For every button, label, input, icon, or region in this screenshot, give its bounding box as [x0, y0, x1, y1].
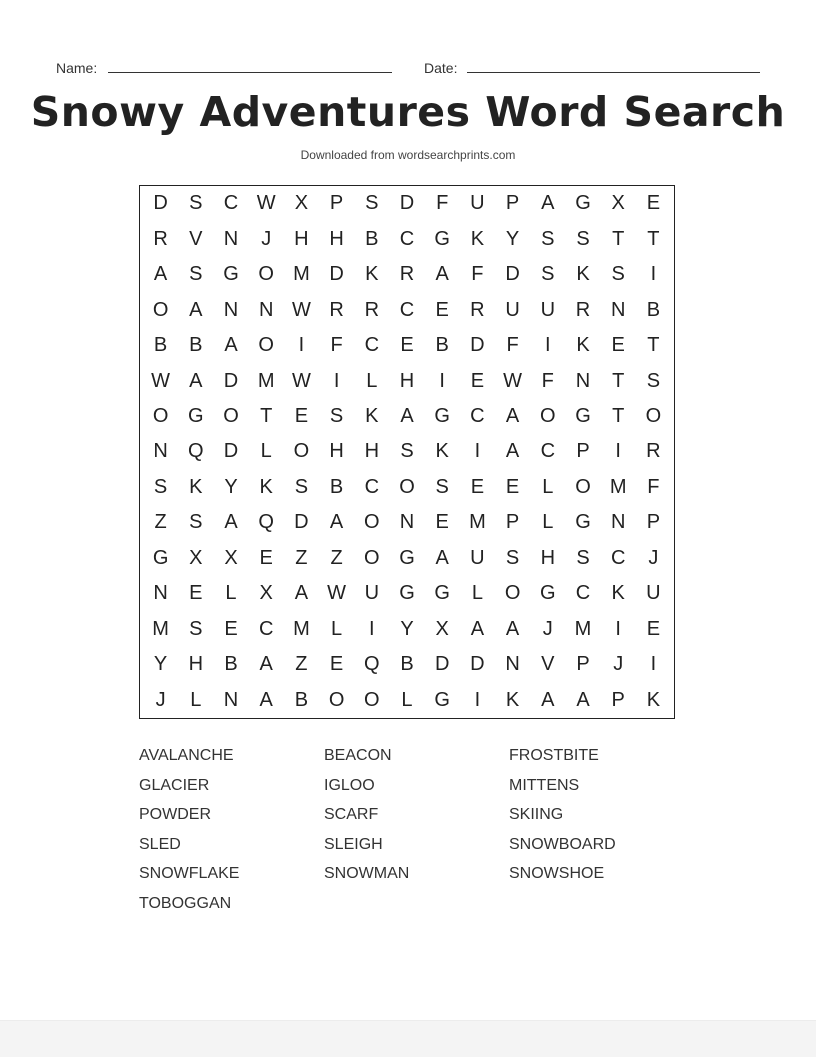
grid-cell[interactable]: G: [434, 227, 450, 250]
grid-cell[interactable]: G: [540, 582, 556, 605]
grid-cell[interactable]: O: [364, 546, 380, 569]
grid-cell[interactable]: W: [327, 582, 347, 605]
grid-cell[interactable]: F: [506, 334, 519, 357]
grid-cell[interactable]: S: [294, 475, 309, 498]
grid-cell[interactable]: G: [223, 263, 239, 286]
grid-cell[interactable]: A: [505, 440, 520, 463]
grid-cell[interactable]: O: [364, 511, 380, 534]
grid-cell[interactable]: H: [294, 227, 309, 250]
date-line[interactable]: [467, 72, 760, 73]
word-item: POWDER: [139, 806, 211, 824]
grid-cell[interactable]: B: [294, 688, 309, 711]
grid-cell[interactable]: I: [474, 688, 481, 711]
grid-cell[interactable]: A: [153, 263, 168, 286]
grid-cell[interactable]: N: [610, 298, 626, 321]
grid-cell[interactable]: Y: [153, 653, 168, 676]
grid-cell[interactable]: J: [155, 688, 166, 711]
grid-cell[interactable]: J: [542, 617, 553, 640]
grid-cell[interactable]: E: [189, 582, 203, 605]
grid-cell[interactable]: A: [189, 298, 203, 321]
grid-cell[interactable]: S: [611, 263, 625, 286]
grid-cell[interactable]: A: [189, 369, 203, 392]
grid-cell[interactable]: B: [400, 653, 414, 676]
grid-cell[interactable]: A: [576, 688, 590, 711]
grid-cell[interactable]: A: [435, 546, 449, 569]
grid-cell[interactable]: L: [331, 617, 343, 640]
word-item: IGLOO: [324, 776, 375, 794]
grid-cell[interactable]: E: [435, 298, 449, 321]
grid-cell[interactable]: P: [329, 192, 344, 215]
grid-cell[interactable]: W: [291, 369, 311, 392]
grid-cell[interactable]: X: [189, 546, 203, 569]
grid-cell[interactable]: X: [435, 617, 449, 640]
grid-cell[interactable]: K: [365, 263, 379, 286]
grid-cell[interactable]: C: [399, 227, 415, 250]
grid-cell[interactable]: O: [223, 405, 239, 428]
grid-cell[interactable]: L: [260, 440, 272, 463]
grid-cell[interactable]: I: [333, 369, 340, 392]
grid-cell[interactable]: O: [399, 475, 415, 498]
grid-cell[interactable]: H: [329, 440, 344, 463]
grid-cell[interactable]: B: [646, 298, 661, 321]
grid-cell[interactable]: D: [399, 192, 415, 215]
grid-cell[interactable]: Y: [224, 475, 238, 498]
grid-cell[interactable]: K: [505, 688, 520, 711]
grid-cell[interactable]: U: [505, 298, 520, 321]
grid-cell[interactable]: J: [613, 653, 624, 676]
grid-cell[interactable]: E: [505, 475, 520, 498]
grid-cell[interactable]: U: [364, 582, 380, 605]
name-label: Name:: [56, 60, 98, 76]
grid-cell[interactable]: N: [223, 688, 239, 711]
grid-cell[interactable]: M: [574, 617, 592, 640]
grid-cell[interactable]: Q: [258, 511, 274, 534]
grid-cell[interactable]: N: [258, 298, 274, 321]
grid-cell[interactable]: S: [400, 440, 414, 463]
grid-cell[interactable]: C: [470, 405, 485, 428]
grid-cell[interactable]: S: [435, 475, 449, 498]
grid-cell[interactable]: J: [261, 227, 272, 250]
grid-cell[interactable]: S: [541, 263, 555, 286]
grid-cell[interactable]: T: [612, 369, 625, 392]
grid-cell[interactable]: Z: [295, 653, 308, 676]
grid-cell[interactable]: U: [470, 546, 485, 569]
grid-cell[interactable]: C: [575, 582, 591, 605]
grid-cell[interactable]: J: [648, 546, 659, 569]
word-item: SNOWMAN: [324, 865, 410, 883]
grid-cell[interactable]: X: [611, 192, 625, 215]
grid-cell[interactable]: E: [470, 369, 485, 392]
source-note: Downloaded from wordsearchprints.com: [300, 148, 516, 162]
grid-cell[interactable]: B: [365, 227, 379, 250]
grid-cell[interactable]: C: [540, 440, 556, 463]
grid-cell[interactable]: M: [293, 263, 310, 286]
grid-cell[interactable]: A: [259, 688, 273, 711]
grid-cell[interactable]: A: [294, 582, 309, 605]
word-item: FROSTBITE: [509, 747, 599, 764]
word-item: TOBOGGAN: [139, 894, 232, 912]
word-search-grid: [139, 185, 675, 719]
grid-cell[interactable]: S: [189, 617, 203, 640]
grid-cell[interactable]: P: [646, 511, 661, 534]
grid-cell[interactable]: D: [294, 511, 309, 534]
grid-cell[interactable]: P: [576, 653, 590, 676]
grid-cell[interactable]: S: [505, 546, 520, 569]
grid-cell[interactable]: C: [223, 192, 239, 215]
grid-cell[interactable]: L: [190, 688, 202, 711]
grid-cell[interactable]: P: [505, 192, 520, 215]
grid-cell[interactable]: N: [399, 511, 415, 534]
grid-cell[interactable]: S: [329, 405, 344, 428]
grid-cell[interactable]: S: [365, 192, 379, 215]
grid-cell[interactable]: D: [434, 653, 450, 676]
grid-cell[interactable]: D: [223, 440, 239, 463]
word-item: SKIING: [509, 806, 564, 824]
grid-cell[interactable]: V: [541, 653, 555, 676]
grid-cell[interactable]: D: [223, 369, 239, 392]
grid-cell[interactable]: S: [576, 227, 590, 250]
grid-cell[interactable]: U: [470, 192, 485, 215]
grid-cell[interactable]: N: [505, 653, 520, 676]
grid-cell[interactable]: C: [610, 546, 626, 569]
grid-cell[interactable]: H: [188, 653, 204, 676]
grid-cell[interactable]: R: [364, 298, 380, 321]
grid-cell[interactable]: B: [189, 334, 203, 357]
grid-cell[interactable]: E: [294, 405, 309, 428]
grid-cell[interactable]: Y: [400, 617, 414, 640]
grid-cell[interactable]: G: [188, 405, 204, 428]
grid-cell[interactable]: Z: [295, 546, 308, 569]
word-list: [139, 746, 694, 914]
grid-cell[interactable]: M: [293, 617, 310, 640]
grid-cell[interactable]: E: [470, 475, 485, 498]
grid-cell[interactable]: H: [364, 440, 380, 463]
grid-cell[interactable]: A: [541, 192, 555, 215]
grid-cell[interactable]: F: [436, 192, 449, 215]
grid-cell[interactable]: E: [435, 511, 449, 534]
grid-cell[interactable]: P: [611, 688, 625, 711]
grid-cell[interactable]: Z: [154, 511, 167, 534]
grid-cell[interactable]: S: [189, 511, 203, 534]
grid-cell[interactable]: B: [435, 334, 449, 357]
grid-cell[interactable]: P: [576, 440, 590, 463]
page-title: Snowy Adventures Word Search: [30, 88, 786, 136]
grid-cell[interactable]: K: [576, 263, 590, 286]
grid-cell[interactable]: G: [575, 511, 591, 534]
grid-cell[interactable]: K: [259, 475, 273, 498]
grid-cell[interactable]: S: [576, 546, 590, 569]
date-label: Date:: [424, 60, 458, 76]
grid-cell[interactable]: A: [224, 334, 238, 357]
grid-cell[interactable]: D: [470, 334, 485, 357]
grid-cell[interactable]: D: [329, 263, 344, 286]
grid-cell[interactable]: O: [328, 688, 345, 711]
grid-cell[interactable]: R: [399, 263, 415, 286]
grid-cell[interactable]: E: [259, 546, 273, 569]
grid-cell[interactable]: A: [400, 405, 414, 428]
grid-cell[interactable]: H: [399, 369, 415, 392]
grid-cell[interactable]: D: [505, 263, 520, 286]
grid-cell[interactable]: A: [329, 511, 344, 534]
grid-cell[interactable]: O: [152, 298, 169, 321]
grid-cell[interactable]: F: [330, 334, 343, 357]
word-item: SNOWSHOE: [509, 865, 605, 883]
name-line[interactable]: [108, 72, 392, 73]
grid-cell[interactable]: S: [189, 192, 203, 215]
grid-cell[interactable]: B: [224, 653, 238, 676]
grid-cell[interactable]: Y: [505, 227, 520, 250]
grid-cell[interactable]: K: [611, 582, 625, 605]
grid-cell[interactable]: C: [364, 475, 380, 498]
grid-cell[interactable]: L: [542, 511, 554, 534]
grid-cell[interactable]: O: [152, 405, 169, 428]
grid-cell[interactable]: I: [615, 440, 621, 463]
grid-cell[interactable]: F: [541, 369, 554, 392]
grid-cell[interactable]: W: [503, 369, 523, 392]
grid-cell[interactable]: R: [470, 298, 485, 321]
grid-cell[interactable]: A: [259, 653, 273, 676]
grid-cell[interactable]: K: [646, 688, 661, 711]
grid-cell[interactable]: A: [541, 688, 555, 711]
grid-cell[interactable]: H: [329, 227, 344, 250]
grid-cell[interactable]: E: [400, 334, 414, 357]
grid-cell[interactable]: C: [258, 617, 274, 640]
word-item: SLEIGH: [324, 835, 383, 853]
grid-cell[interactable]: L: [542, 475, 554, 498]
grid-cell[interactable]: I: [615, 617, 621, 640]
grid-cell[interactable]: M: [257, 369, 275, 392]
grid-cell[interactable]: R: [153, 227, 168, 250]
grid-cell[interactable]: C: [364, 334, 380, 357]
grid-cell[interactable]: T: [612, 227, 625, 250]
grid-cell[interactable]: D: [153, 192, 168, 215]
grid-cell[interactable]: S: [541, 227, 555, 250]
footer-bar: [0, 1020, 816, 1057]
grid-cell[interactable]: N: [153, 582, 168, 605]
grid-cell[interactable]: T: [612, 405, 625, 428]
grid-cell[interactable]: I: [439, 369, 445, 392]
grid-cell[interactable]: G: [434, 405, 450, 428]
grid-cell[interactable]: I: [650, 653, 657, 676]
grid-cell[interactable]: E: [646, 192, 661, 215]
grid-cell[interactable]: R: [646, 440, 661, 463]
grid-cell[interactable]: G: [434, 582, 450, 605]
grid-cell[interactable]: A: [224, 511, 238, 534]
grid-cell[interactable]: T: [647, 334, 660, 357]
grid-cell[interactable]: O: [364, 688, 380, 711]
grid-cell[interactable]: R: [575, 298, 591, 321]
grid-cell[interactable]: E: [611, 334, 625, 357]
grid-cell[interactable]: H: [540, 546, 556, 569]
grid-cell[interactable]: E: [329, 653, 344, 676]
word-item: BEACON: [324, 747, 392, 764]
grid-cell[interactable]: S: [153, 475, 168, 498]
grid-cell[interactable]: K: [470, 227, 485, 250]
grid-cell[interactable]: Z: [330, 546, 343, 569]
grid-cell[interactable]: W: [291, 298, 311, 321]
grid-cell[interactable]: C: [399, 298, 415, 321]
grid-cell[interactable]: B: [329, 475, 344, 498]
grid-cell[interactable]: Q: [188, 440, 204, 463]
grid-cell[interactable]: B: [153, 334, 168, 357]
grid-cell[interactable]: N: [223, 227, 239, 250]
grid-cell[interactable]: N: [575, 369, 591, 392]
grid-cell[interactable]: N: [610, 511, 626, 534]
grid-cell[interactable]: W: [256, 192, 276, 215]
grid-cell[interactable]: W: [151, 369, 171, 392]
grid-cell[interactable]: X: [224, 546, 238, 569]
grid-cell[interactable]: N: [223, 298, 239, 321]
grid-cell[interactable]: L: [401, 688, 413, 711]
grid-cell[interactable]: O: [293, 440, 310, 463]
grid-cell[interactable]: K: [576, 334, 590, 357]
grid-cell[interactable]: O: [504, 582, 521, 605]
grid-cell[interactable]: O: [575, 475, 591, 498]
word-item: GLACIER: [139, 776, 210, 794]
grid-cell[interactable]: S: [189, 263, 203, 286]
grid-cell[interactable]: I: [650, 263, 657, 286]
grid-cell[interactable]: E: [646, 617, 661, 640]
grid-cell[interactable]: M: [469, 511, 486, 534]
word-item: MITTENS: [509, 776, 580, 794]
grid-cell[interactable]: A: [505, 617, 520, 640]
grid-cell[interactable]: F: [647, 475, 660, 498]
word-item: SNOWFLAKE: [139, 865, 240, 883]
grid-cell[interactable]: F: [471, 263, 484, 286]
grid-cell[interactable]: X: [259, 582, 273, 605]
grid-cell[interactable]: I: [298, 334, 305, 357]
grid-cell[interactable]: O: [258, 334, 274, 357]
grid-cell[interactable]: E: [224, 617, 238, 640]
grid-cell[interactable]: G: [434, 688, 450, 711]
grid-cell[interactable]: M: [609, 475, 627, 498]
grid-cell[interactable]: G: [575, 192, 591, 215]
grid-cell[interactable]: A: [505, 405, 520, 428]
grid-cell[interactable]: P: [505, 511, 520, 534]
grid-cell[interactable]: O: [258, 263, 274, 286]
word-item: SCARF: [324, 806, 379, 824]
grid-cell[interactable]: K: [365, 405, 379, 428]
word-item: SNOWBOARD: [509, 835, 616, 853]
grid-cell[interactable]: S: [646, 369, 661, 392]
grid-cell[interactable]: U: [540, 298, 556, 321]
grid-cell[interactable]: A: [470, 617, 485, 640]
grid-cell[interactable]: N: [153, 440, 168, 463]
grid-cell[interactable]: U: [646, 582, 661, 605]
grid-cell[interactable]: O: [645, 405, 662, 428]
grid-cell[interactable]: I: [474, 440, 481, 463]
grid-cell[interactable]: G: [575, 405, 591, 428]
word-item: SLED: [139, 835, 181, 853]
grid-cell[interactable]: Q: [364, 653, 380, 676]
grid-cell[interactable]: I: [369, 617, 375, 640]
grid-cell[interactable]: G: [399, 582, 415, 605]
grid-cell[interactable]: X: [294, 192, 309, 215]
grid-cell[interactable]: G: [399, 546, 415, 569]
grid-cell[interactable]: L: [471, 582, 483, 605]
word-item: AVALANCHE: [139, 747, 234, 764]
grid-cell[interactable]: R: [329, 298, 344, 321]
grid-cell[interactable]: V: [189, 227, 203, 250]
grid-cell[interactable]: G: [152, 546, 169, 569]
grid-cell[interactable]: K: [189, 475, 203, 498]
grid-cell[interactable]: A: [435, 263, 449, 286]
grid-cell[interactable]: K: [435, 440, 449, 463]
grid-cell[interactable]: T: [647, 227, 660, 250]
grid-cell[interactable]: T: [260, 405, 273, 428]
grid-cell[interactable]: L: [366, 369, 378, 392]
grid-cell[interactable]: I: [545, 334, 551, 357]
grid-cell[interactable]: M: [152, 617, 169, 640]
grid-cell[interactable]: L: [225, 582, 237, 605]
grid-cell[interactable]: D: [470, 653, 485, 676]
grid-cell[interactable]: O: [540, 405, 556, 428]
